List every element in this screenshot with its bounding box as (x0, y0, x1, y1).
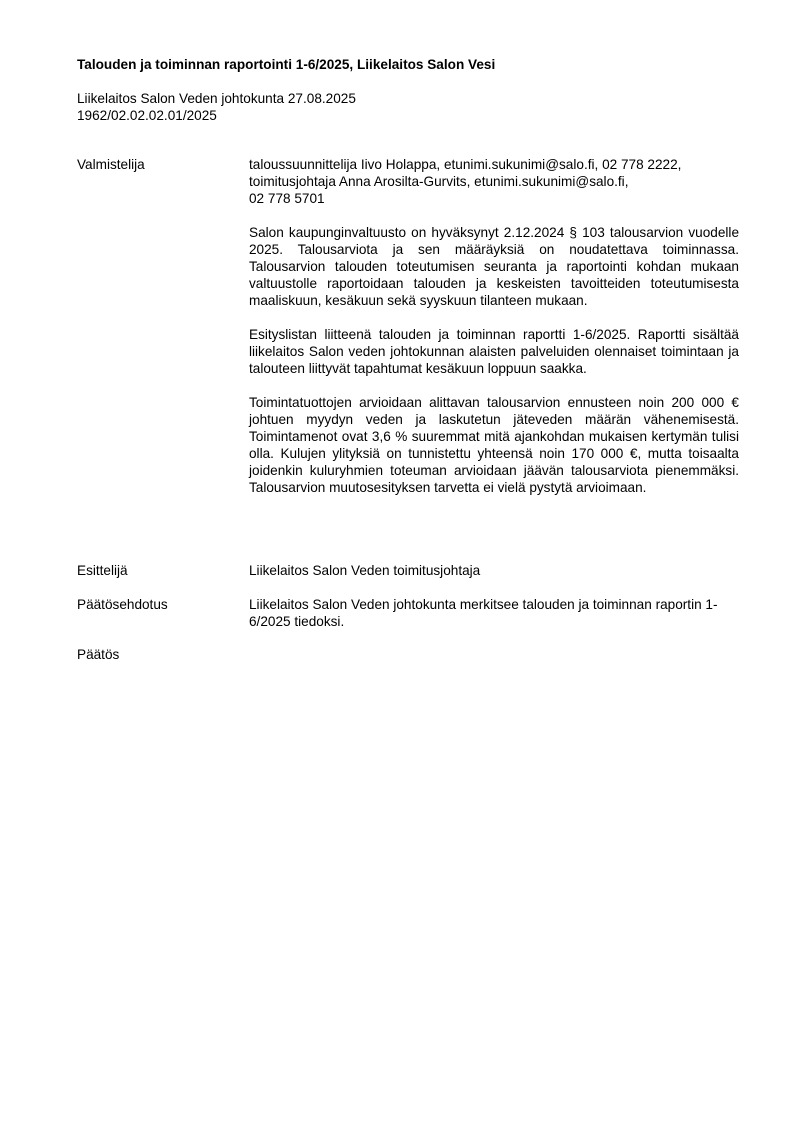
preparer-names: taloussuunnittelija Iivo Holappa, etunimi.sukunimi@salo.fi, 02 778 2222, toimitusjohtaja Anna Arosilta-Gurvits, etunimi.sukunimi@salo.fi, 02 778 5701 (249, 157, 682, 206)
proposal-value: Liikelaitos Salon Veden johtokunta merkitsee talouden ja toiminnan raportin 1-6/2025 tiedoksi. (249, 597, 718, 629)
meeting-info: Liikelaitos Salon Veden johtokunta 27.08.2025 (77, 91, 356, 106)
preparer-label: Valmistelija (77, 157, 145, 172)
decision-label: Päätös (77, 647, 120, 662)
presenter-value: Liikelaitos Salon Veden toimitusjohtaja (249, 563, 481, 578)
preparer-content (249, 156, 739, 496)
preparer-paragraph-3: Toimintatuottojen arvioidaan alittavan talousarvion ennusteen noin 200 000 € johtuen myydyn veden ja laskutetun jäteveden määrän vähenemisestä. Toimintamenot ovat 3,6 % suuremmat mitä ajankohdan mukaisen kertymän tulisi olla. Kulujen ylityksiä on tunnistettu yhteensä noin 170 000 €, mutta toisaalta joidenkin kuluryhmien toteuman arvioidaan jäävän talousarviota pienemmäksi. Talousarvion muutosesityksen tarvetta ei vielä pystytä arvioimaan. (249, 395, 739, 495)
record-number: 1962/02.02.02.01/2025 (77, 108, 217, 123)
proposal-label: Päätösehdotus (77, 597, 168, 612)
document-title: Talouden ja toiminnan raportointi 1-6/2025, Liikelaitos Salon Vesi (77, 57, 496, 72)
document-meta (77, 90, 356, 124)
preparer-paragraph-1: Salon kaupunginvaltuusto on hyväksynyt 2.12.2024 § 103 talousarvion vuodelle 2025. Talousarviota ja sen määräyksiä on noudatettava toiminnassa. Talousarvion talouden toteutumisen seuranta ja raportointi kohdan mukaan valtuustolle raportoidaan talouden ja keskeisten tavoitteiden toteutumisesta maaliskuun, kesäkuun sekä syyskuun tilanteen mukaan. (249, 225, 739, 308)
preparer-paragraph-2: Esityslistan liitteenä talouden ja toiminnan raportti 1-6/2025. Raportti sisältää liikelaitos Salon veden johtokunnan alaisten palveluiden olennaiset toimintaan ja talouteen liittyvät tapahtumat kesäkuun loppuun saakka. (249, 327, 739, 376)
presenter-label: Esittelijä (77, 563, 128, 578)
